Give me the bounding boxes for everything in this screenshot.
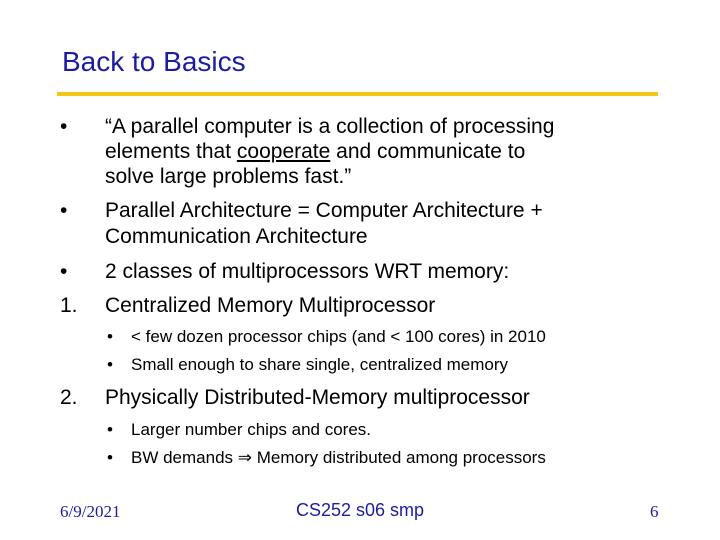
- number-marker: 2.: [60, 386, 78, 409]
- numbered-item-text: Centralized Memory Multiprocessor: [105, 294, 436, 317]
- bullet-text-line: solve large problems fast.”: [105, 165, 352, 188]
- text-segment: and communicate to: [330, 140, 526, 163]
- numbered-item-text: Physically Distributed-Memory multiprocessor: [105, 386, 530, 409]
- slide-title: Back to Basics: [62, 46, 246, 77]
- text-segment: elements that: [105, 140, 237, 163]
- footer-date: 6/9/2021: [60, 502, 121, 521]
- sub-bullet-text: < few dozen processor chips (and < 100 cores) in 2010: [131, 327, 546, 346]
- bullet-text-line: 2 classes of multiprocessors WRT memory:: [105, 260, 510, 283]
- bullet-marker: •: [60, 260, 68, 283]
- sub-bullet-marker: •: [107, 420, 113, 439]
- bullet-text-line: “A parallel computer is a collection of processing: [105, 115, 555, 138]
- sub-bullet-text: Larger number chips and cores.: [131, 420, 372, 439]
- sub-bullet-text: Small enough to share single, centralized memory: [131, 355, 509, 374]
- sub-bullet-text: BW demands ⇒ Memory distributed among processors: [131, 448, 546, 467]
- underlined-word: cooperate: [236, 140, 331, 163]
- sub-bullet-marker: •: [107, 327, 113, 346]
- bullet-marker: •: [60, 199, 68, 222]
- bullet-text-line: Parallel Architecture = Computer Architecture +: [105, 199, 543, 222]
- title-divider: [57, 92, 658, 96]
- bullet-marker: •: [60, 115, 68, 138]
- bullet-text-line: Communication Architecture: [105, 225, 368, 248]
- page-number: 6: [650, 502, 659, 521]
- number-marker: 1.: [60, 294, 78, 317]
- footer-course: CS252 s06 smp: [296, 500, 425, 520]
- sub-bullet-marker: •: [107, 448, 113, 467]
- sub-bullet-marker: •: [107, 355, 113, 374]
